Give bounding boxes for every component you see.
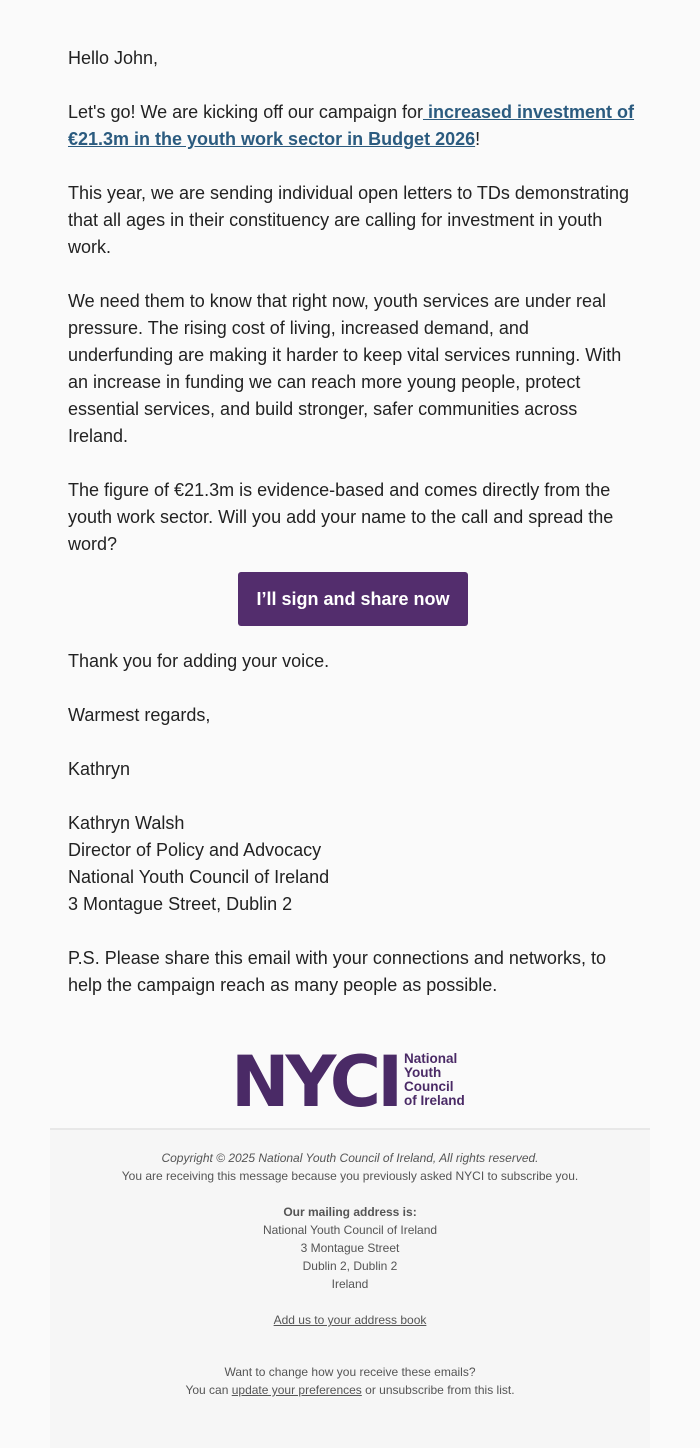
greeting: Hello John, bbox=[68, 48, 159, 68]
address-line: 3 Montague Street bbox=[300, 1241, 400, 1255]
signature-org: National Youth Council of Ireland bbox=[68, 867, 330, 887]
intro-paragraph bbox=[68, 99, 638, 153]
logo-line-1: National bbox=[404, 1051, 458, 1066]
logo-line-3: Council bbox=[404, 1079, 454, 1094]
email-footer bbox=[50, 1128, 650, 1448]
address-line: Dublin 2, Dublin 2 bbox=[302, 1259, 398, 1273]
signature-address: 3 Montague Street, Dublin 2 bbox=[68, 894, 293, 914]
logo-line-2: Youth bbox=[404, 1065, 442, 1080]
subscription-reason: You are receiving this message because you previously asked NYCI to subscribe you. bbox=[121, 1169, 579, 1183]
sign-and-share-button[interactable]: I’ll sign and share now bbox=[238, 572, 468, 626]
logo-line-4: of Ireland bbox=[404, 1093, 465, 1108]
you-can-text: You can bbox=[185, 1383, 232, 1397]
email-content bbox=[68, 45, 638, 1026]
nyci-logo-svg bbox=[231, 1046, 471, 1110]
signature-title: Director of Policy and Advocacy bbox=[68, 840, 322, 860]
ps-text: P.S. Please share this email with your connections and networks, to help the campaign reach as many people as possible. bbox=[68, 948, 606, 995]
mailing-address bbox=[50, 1221, 650, 1293]
first-name-signoff: Kathryn bbox=[68, 759, 131, 779]
regards-text: Warmest regards, bbox=[68, 705, 211, 725]
unsubscribe-text: or unsubscribe from this list. bbox=[361, 1383, 515, 1397]
intro-suffix: ! bbox=[475, 129, 481, 149]
signature-block bbox=[68, 810, 638, 918]
signature-name: Kathryn Walsh bbox=[68, 813, 185, 833]
pressure-paragraph: We need them to know that right now, youth services are under real pressure. The rising cost of living, increased demand, and underfunding are making it harder to keep vital services running. With an increase in funding we can reach more young people, protect essential services, and build stronger, safer communities across Ireland. bbox=[68, 291, 622, 446]
address-line: National Youth Council of Ireland bbox=[262, 1223, 438, 1237]
thanks-text: Thank you for adding your voice. bbox=[68, 651, 330, 671]
logo-wordmark: NYCI bbox=[231, 1046, 400, 1110]
change-preferences-question: Want to change how you receive these emails? bbox=[224, 1365, 476, 1379]
address-line: Ireland bbox=[331, 1277, 369, 1291]
address-book-row bbox=[50, 1311, 650, 1329]
letters-paragraph: This year, we are sending individual open letters to TDs demonstrating that all ages in their constituency are calling for investment in youth work. bbox=[68, 183, 629, 257]
mailing-address-heading: Our mailing address is: bbox=[283, 1205, 417, 1219]
campaign-link[interactable]: increased investment of €21.3m in the youth work sector in Budget 2026 bbox=[68, 102, 635, 149]
update-preferences-link[interactable]: update your preferences bbox=[231, 1383, 362, 1397]
copyright-text: Copyright © 2025 National Youth Council of Ireland, All rights reserved. bbox=[161, 1151, 539, 1165]
figure-paragraph: The figure of €21.3m is evidence-based and comes directly from the youth work sector. Will you add your name to the call and spread the word? bbox=[68, 480, 614, 554]
nyci-logo bbox=[231, 1046, 471, 1110]
preferences-row bbox=[50, 1381, 650, 1399]
add-to-address-book-link[interactable]: Add us to your address book bbox=[273, 1313, 427, 1327]
cta-container bbox=[68, 572, 638, 626]
intro-prefix: Let's go! We are kicking off our campaign for bbox=[68, 102, 423, 122]
